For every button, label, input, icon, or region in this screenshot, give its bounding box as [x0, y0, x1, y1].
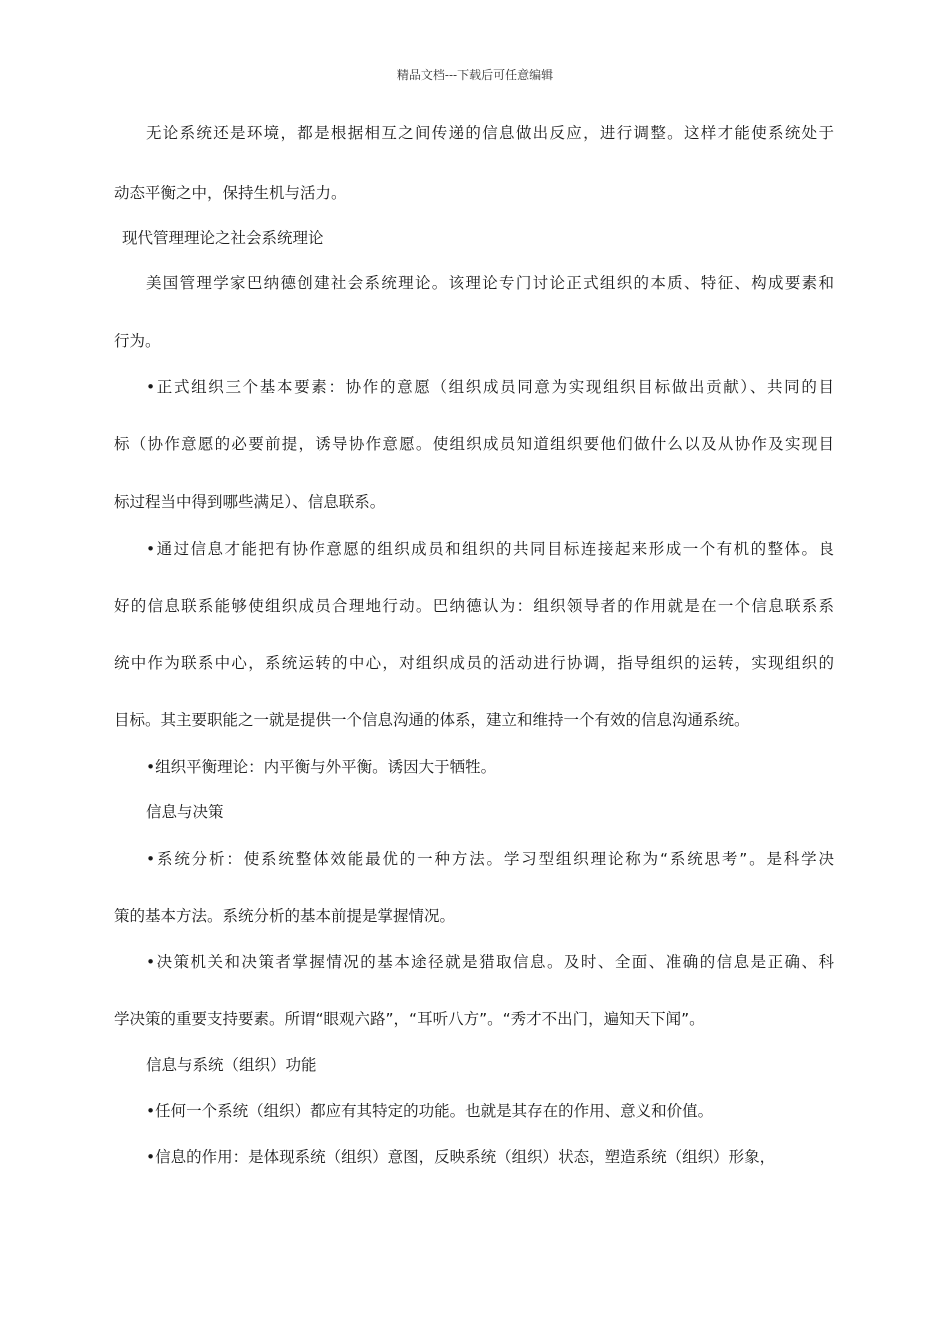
- paragraph-line: 标（协作意愿的必要前提，诱导协作意愿。使组织成员知道组织要他们做什么以及从协作及实现目: [114, 435, 834, 453]
- bullet-line: •系统分析：使系统整体效能最优的一种方法。学习型组织理论称为“系统思考”。是科学决: [146, 850, 834, 868]
- page-header: 精品文档---下载后可任意编辑: [396, 68, 554, 82]
- bullet-line: •决策机关和决策者掌握情况的基本途径就是猎取信息。及时、全面、准确的信息是正确、科: [146, 953, 834, 971]
- paragraph-line: 策的基本方法。系统分析的基本前提是掌握情况。: [114, 907, 456, 925]
- paragraph-line: 目标。其主要职能之一就是提供一个信息沟通的体系，建立和维持一个有效的信息沟通系统。: [114, 711, 750, 729]
- paragraph-line: 无论系统还是环境，都是根据相互之间传递的信息做出反应，进行调整。这样才能使系统处于: [146, 124, 834, 142]
- section-heading: 信息与系统（组织）功能: [146, 1056, 317, 1074]
- paragraph-line: 统中作为联系中心，系统运转的中心，对组织成员的活动进行协调，指导组织的运转，实现组织的: [114, 654, 834, 672]
- paragraph-line: 学决策的重要支持要素。所谓“眼观六路”，“耳听八方”。“秀才不出门，遍知天下闻”。: [114, 1010, 705, 1028]
- section-heading: 信息与决策: [146, 803, 224, 821]
- bullet-line: •正式组织三个基本要素：协作的意愿（组织成员同意为实现组织目标做出贡献）、共同的目: [146, 378, 834, 396]
- paragraph-line: 美国管理学家巴纳德创建社会系统理论。该理论专门讨论正式组织的本质、特征、构成要素和: [146, 274, 834, 292]
- paragraph-line: 标过程当中得到哪些满足）、信息联系。: [114, 493, 386, 511]
- bullet-line: •通过信息才能把有协作意愿的组织成员和组织的共同目标连接起来形成一个有机的整体。良: [146, 540, 834, 558]
- bullet-line: •信息的作用：是体现系统（组织）意图，反映系统（组织）状态，塑造系统（组织）形象，: [146, 1148, 776, 1166]
- paragraph-line: 行为。: [114, 332, 161, 350]
- bullet-line: •组织平衡理论：内平衡与外平衡。诱因大于牺牲。: [146, 758, 497, 776]
- section-heading: 现代管理理论之社会系统理论: [122, 229, 324, 247]
- bullet-line: •任何一个系统（组织）都应有其特定的功能。也就是其存在的作用、意义和价值。: [146, 1102, 714, 1120]
- paragraph-line: 好的信息联系能够使组织成员合理地行动。巴纳德认为：组织领导者的作用就是在一个信息联系系: [114, 597, 834, 615]
- paragraph-line: 动态平衡之中，保持生机与活力。: [114, 184, 347, 202]
